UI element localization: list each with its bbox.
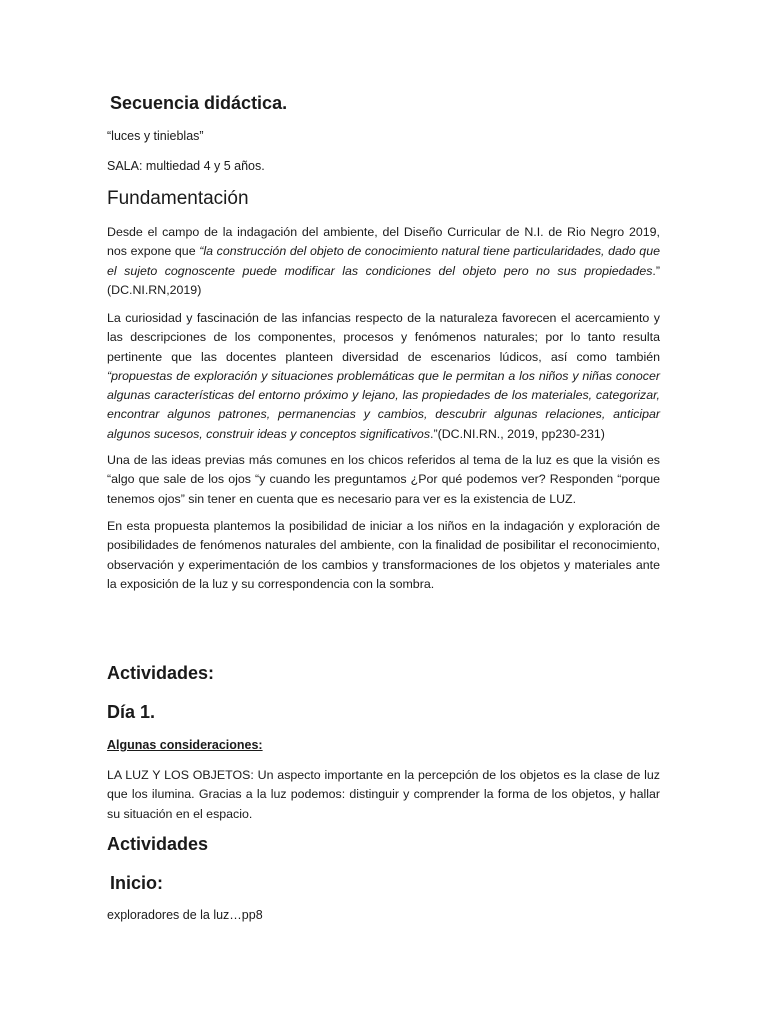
inicio-heading: Inicio: [110, 873, 163, 893]
consideraciones-heading: Algunas consideraciones: [107, 738, 263, 752]
document-title: Secuencia didáctica. [110, 93, 288, 113]
paragraph-1-lead: Desde el campo de la indagación del ambiente, del Diseño Curricular de N.I. de Rio Negro 2019, nos expone que [107, 225, 660, 259]
actividades-heading: Actividades: [107, 663, 215, 683]
fundamentacion-paragraph-1 [107, 223, 660, 300]
paragraph-2-citation: .”(DC.NI.RN., 2019, pp230-231) [430, 426, 605, 441]
paragraph-1-quote: “la construcción del objeto de conocimiento natural tiene particularidades, dado que el sujeto cognoscente puede modificar las condiciones del objeto pero no sus propiedades [107, 244, 660, 278]
actividades-heading-2: Actividades [107, 834, 209, 854]
fundamentacion-heading: Fundamentación [107, 188, 249, 209]
sala-line: SALA: multiedad 4 y 5 años. [107, 159, 265, 173]
document-subtitle: “luces y tinieblas” [107, 129, 204, 143]
consideraciones-paragraph: LA LUZ Y LOS OBJETOS: Un aspecto importante en la percepción de los objetos es la clase de luz que los ilumina. Gracias a la luz podemos: distinguir y comprender la forma de los objetos, y hallar su situación en el espacio. [107, 768, 660, 821]
fundamentacion-paragraph-4: En esta propuesta plantemos la posibilidad de iniciar a los niños en la indagación y exploración de posibilidades de fenómenos naturales del ambiente, con la finalidad de posibilitar el reconocimiento, observación y experimentación de los cambios y transformaciones de los objetos y materiales ante la exposición de la luz y su correspondencia con la sombra. [107, 519, 660, 591]
dia-1-heading: Día 1. [107, 702, 156, 722]
fundamentacion-paragraph-2 [107, 309, 660, 444]
paragraph-1-citation: .” (DC.NI.RN,2019) [107, 263, 660, 297]
inicio-text: exploradores de la luz…pp8 [107, 908, 263, 922]
paragraph-2-lead: La curiosidad y fascinación de las infancias respecto de la naturaleza favorecen el acercamiento y las descripciones de los componentes, procesos y fenómenos naturales; por lo tanto resulta pertinente que las docentes planteen diversidad de escenarios lúdicos, así como también [107, 311, 660, 364]
paragraph-2-quote: “propuestas de exploración y situaciones problemáticas que le permitan a los niños y niñas conocer algunas características del entorno próximo y lejano, las propiedades de los materiales, categorizar, encontrar algunos patrones, permanencias y cambios, descubrir algunas relaciones, anticipar algunos sucesos, construir ideas y conceptos significativos [107, 368, 660, 441]
fundamentacion-paragraph-3: Una de las ideas previas más comunes en los chicos referidos al tema de la luz es que la visión es “algo que sale de los ojos “y cuando les preguntamos ¿Por qué podemos ver? Responden “porque tenemos ojos” sin tener en cuenta que es necesario para ver es la existencia de LUZ. [107, 453, 660, 506]
